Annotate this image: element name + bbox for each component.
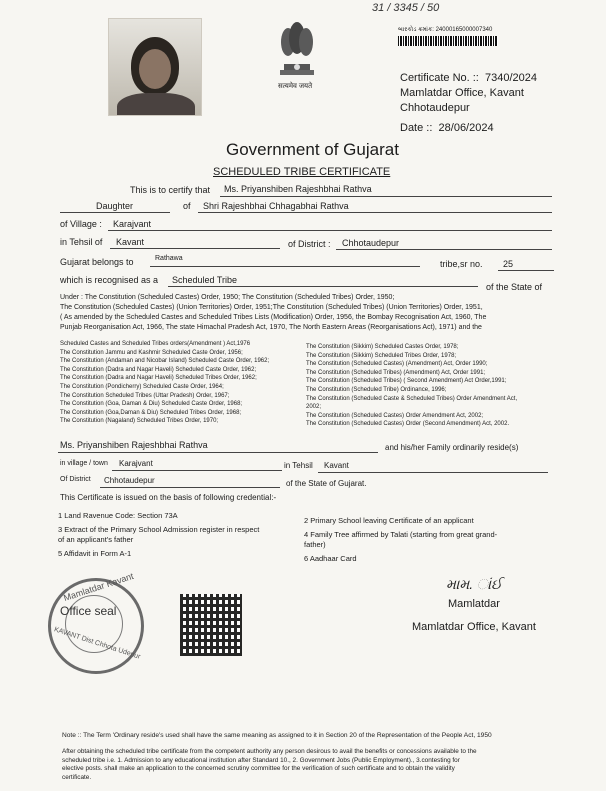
stamp-label: Office seal	[60, 604, 117, 618]
orders-right: The Constitution (Sikkim) Scheduled Castes Order, 1978; The Constitution (Sikkim) Scheduled Tribes Order, 1978; The Constitution (Scheduled Castes) (Amendment) Act, Order 1990; The Constitution (Scheduled Tribes) (Amendment) Act, Order 1991; The Constitution (Scheduled Tribes) ( Second Amendment) Act Order,1991; The Constitution (Scheduled Tribe) Ordinance, 1996; The Constitution (Scheduled Caste & Scheduled Tribes) Order Amendment Act, 2002; The Constitution (Scheduled Castes) Order Amendment Act, 2002; The Constitution (Scheduled Castes) Order (Second Amendment) Act, 2002.	[306, 344, 518, 428]
office-line2: Chhotaudepur	[400, 102, 470, 114]
tehsil-label: in Tehsil of	[60, 237, 103, 247]
emblem-caption: सत्यमेव जयते	[278, 83, 313, 90]
signatory-title: Mamlatdar	[448, 598, 500, 610]
relation: Daughter	[96, 201, 134, 211]
village-value: Karajvant	[113, 219, 152, 229]
district-label: of District :	[288, 239, 331, 249]
page-title: Government of Gujarat	[226, 140, 399, 159]
under-text-3: ( As amended by the Scheduled Castes and Scheduled Tribes Lists (Modification) Order, 1956, the Bombay Recognisation Act, 1960, The	[60, 314, 487, 321]
orders-left: Scheduled Castes and Scheduled Tribes orders(Amendment ) Act,1976 The Constitution Jammu and Kashmir Scheduled Caste Order, 1956; The Constitution (Andaman and Nicobar Island) Scheduled Caste Order, 1962; The Constitution (Dadra and Nagar Haveli) Scheduled Caste Order, 1962; The Constitution (Dadra and Nagar Haveli) Scheduled Tribes Order, 1962; The Constitution (Pondicherry) Scheduled Caste Order, 1964; The Constitution Scheduled Tribes (Uttar Pradesh) Order, 1967; The Constitution (Goa, Daman & Diu) Scheduled Caste Order, 1968; The Constitution (Goa,Daman & Diu) Scheduled Tribes Order, 1968; The Constitution (Nagaland) Scheduled Tribes Order, 1970;	[60, 341, 270, 425]
office-line1: Mamlatdar Office, Kavant	[400, 87, 524, 99]
note-2: After obtaining the scheduled tribe certificate from the competent authority any person desirous to avail the benefits or concessions available to the scheduled tribe i.e. 1. Admission to any educational institution after Standard 10., 2. Government Jobs (Public Employment)., 3.contesting for elective posts. shall make an application to the concerned scrutiny committee for the verification of such certificate and to obtain the validity certificate.	[62, 748, 477, 781]
qr-code	[180, 594, 242, 656]
stamp-text-top: Mamlatdar Kavant	[62, 570, 135, 604]
certificate-number: Certificate No. :: 7340/2024	[400, 72, 537, 84]
under-text-4: Punjab Reorganisation Act, 1966, The state Himachal Pradesh Act, 1970, The North Eastern Areas (Reorganisations Act), 1971) and the	[60, 324, 482, 331]
stamp-text-bottom: KAVANT Dist Chhota Udepur	[53, 626, 142, 661]
handwritten-number: 31 / 3345 / 50	[372, 2, 440, 14]
applicant-photo	[108, 18, 202, 116]
recognised-value: Scheduled Tribe	[172, 275, 238, 285]
residence-village-label: in village / town	[60, 460, 108, 467]
applicant-name: Ms. Priyanshiben Rajeshbhai Rathva	[224, 184, 372, 194]
tribe-sr-value: 25	[503, 259, 514, 269]
credentials-right: 2 Primary School leaving Certificate of an applicant 4 Family Tree affirmed by Talati (starting from great grand- father) 6 Aadhaar Card	[304, 516, 498, 563]
father-name: Shri Rajeshbhai Chhagabhai Rathva	[203, 201, 349, 211]
recognised-label: which is recognised as a	[60, 275, 159, 285]
credential-intro: This Certificate is issued on the basis of following credential:-	[60, 493, 277, 502]
barcode-text: બારકોડ ક્રમાંક: 24000165000007340	[398, 27, 493, 33]
tribe-sr-label: tribe,sr no.	[440, 259, 483, 269]
resident-name: Ms. Priyanshiben Rajeshbhai Rathva	[60, 440, 208, 450]
credentials-left: 1 Land Ravenue Code: Section 73A 3 Extract of the Primary School Admission register in respect of an applicant's father 5 Affidavit in Form A-1	[58, 511, 260, 558]
family-label: and his/her Family ordinarily reside(s)	[385, 443, 519, 452]
district-value: Chhotaudepur	[342, 238, 400, 248]
residence-village: Karajvant	[119, 459, 153, 468]
certificate-date: Date :: 28/06/2024	[400, 122, 494, 134]
signature-scribble: મામ. ાંઈ	[446, 576, 502, 592]
of-label: of	[183, 201, 191, 211]
residence-state: of the State of Gujarat.	[286, 479, 367, 488]
tribe-value: Rathawa	[155, 255, 183, 262]
certify-label: This is to certify that	[130, 185, 211, 195]
village-label: of Village :	[60, 219, 102, 229]
belongs-label: Gujarat belongs to	[60, 257, 134, 267]
under-text-1: Under : The Constitution (Scheduled Castes) Order, 1950; The Constitution (Scheduled Tribes) Order, 1950;	[60, 294, 395, 301]
residence-district-label: Of District	[60, 476, 91, 483]
residence-tehsil: Kavant	[324, 461, 349, 470]
residence-tehsil-label: in Tehsil	[284, 461, 313, 470]
signatory-office: Mamlatdar Office, Kavant	[412, 621, 536, 633]
residence-district: Chhotaudepur	[104, 476, 155, 485]
barcode	[398, 36, 498, 46]
page-subtitle: SCHEDULED TRIBE CERTIFICATE	[213, 166, 391, 178]
state-of-label: of the State of	[486, 282, 543, 292]
note-1: Note :: The Term 'Ordinary reside's used shall have the same meaning as assigned to it in Section 20 of the Representation of the People Act, 1950	[62, 732, 492, 739]
under-text-2: The Constitution (Scheduled Castes) (Union Territories) Order, 1951;The Constitution (Scheduled Tribes) (Union Territories) Order, 1951,	[60, 304, 483, 311]
tehsil-value: Kavant	[116, 237, 145, 247]
